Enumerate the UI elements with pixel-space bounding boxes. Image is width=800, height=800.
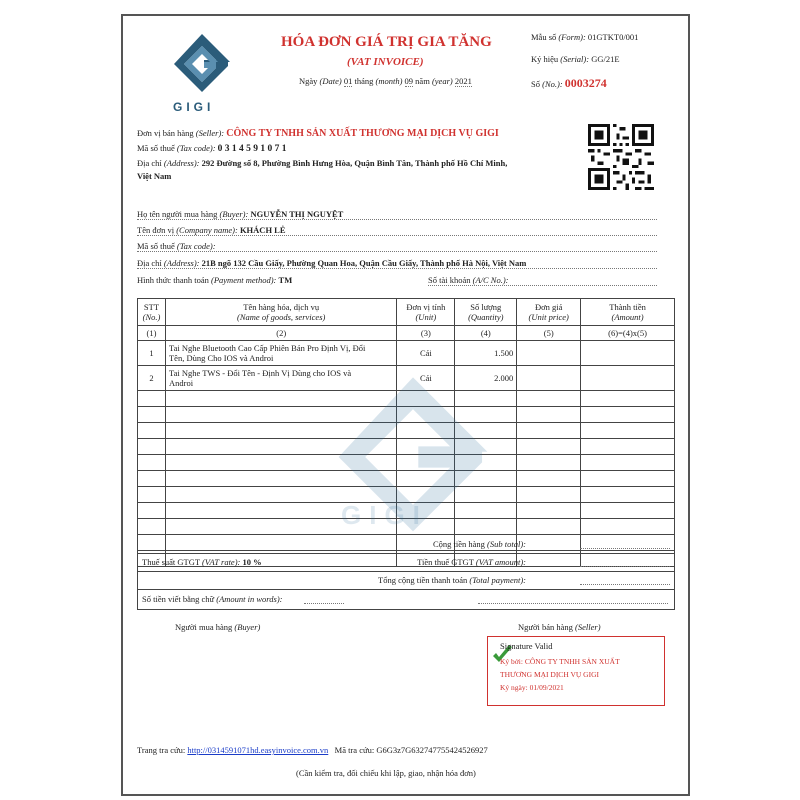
buyer-signature-label: Người mua hàng (Buyer) (175, 622, 261, 632)
sign-date: Ký ngày: 01/09/2021 (500, 683, 564, 692)
col-number: (4) (455, 326, 517, 341)
buyer-address: Địa chỉ (Address): 21B ngõ 132 Cầu Giấy, Phường Quan Hoa, Quận Cầu Giấy, Thành phố Hà Nội, Việt Nam (137, 258, 657, 269)
subtotal-row: Cộng tiền hàng (Sub total): (137, 536, 675, 554)
signed-by: Ký bởi: CÔNG TY TNHH SẢN XUẤT (500, 657, 620, 666)
gigi-logo-icon (170, 32, 234, 96)
row-no: 2 (138, 366, 166, 391)
buyer-name: Họ tên người mua hàng (Buyer): NGUYỄN THỊ NGUYỆT (137, 209, 657, 220)
table-row (138, 341, 675, 366)
signed-by-line2: THƯƠNG MẠI DỊCH VỤ GIGI (500, 670, 600, 679)
lookup-info: Trang tra cứu: http://0314591071hd.easyinvoice.com.vn Mã tra cứu: G6G3z7G632747755424526927 (137, 745, 488, 755)
seller-signature-label: Người bán hàng (Seller) (518, 622, 601, 632)
row-name: Tai Nghe Bluetooth Cao Cấp Phiên Bản Pro Định Vị, Đổi Tên, Dùng Cho IOS và Androi (165, 341, 396, 366)
row-no: 1 (138, 341, 166, 366)
col-header-price: Đơn giá (Unit price) (517, 299, 581, 326)
seller-address: Địa chỉ (Address): 292 Đường số 8, Phường Bình Hưng Hòa, Quận Bình Tân, Thành phố Hồ Chí Minh, (137, 158, 508, 168)
watermark-text: GIGI (341, 500, 428, 530)
seller-address-line2: Việt Nam (137, 171, 172, 181)
row-unit: Cái (397, 341, 455, 366)
col-header-no: STT (No.) (138, 299, 166, 326)
col-header-qty: Số lượng (Quantity) (455, 299, 517, 326)
vat-row: Thuế suất GTGT (VAT rate): 10 % Tiền thuế GTGT (VAT amount): (137, 554, 675, 572)
form-number: Mẫu số (Form): 01GTKT0/001 (531, 32, 639, 42)
invoice-title: HÓA ĐƠN GIÁ TRỊ GIA TĂNG (281, 34, 492, 50)
logo-text: GIGI (173, 100, 215, 114)
row-qty: 2.000 (455, 366, 517, 391)
row-amount (581, 366, 675, 391)
amount-in-words-row: Số tiền viết bằng chữ (Amount in words): (137, 590, 675, 610)
row-name: Tai Nghe TWS - Đổi Tên - Định Vị Dùng cho IOS và Androi (165, 366, 396, 391)
row-unit: Cái (397, 366, 455, 391)
row-qty: 1.500 (455, 341, 517, 366)
qr-code-icon (588, 124, 654, 190)
buyer-tax-code: Mã số thuế (Tax code): (137, 241, 657, 252)
signature-valid-text: Signature Valid (500, 641, 553, 651)
invoice-subtitle: (VAT INVOICE) (347, 56, 424, 68)
row-price (517, 366, 581, 391)
table-header-row (138, 299, 675, 326)
invoice-date: Ngày (Date) 01 tháng (month) 09 năm (year) 2021 (299, 76, 472, 86)
payment-method: Hình thức thanh toán (Payment method): TM (137, 275, 293, 285)
footer-note: (Cần kiểm tra, đối chiếu khi lập, giao, nhận hóa đơn) (296, 768, 476, 778)
col-header-unit: Đơn vị tính (Unit) (397, 299, 455, 326)
total-row: Tổng cộng tiền thanh toán (Total payment): (137, 572, 675, 590)
row-price (517, 341, 581, 366)
lookup-link[interactable]: http://0314591071hd.easyinvoice.com.vn (187, 745, 329, 755)
col-number: (3) (397, 326, 455, 341)
buyer-company: Tên đơn vị (Company name): KHÁCH LẺ (137, 225, 657, 236)
seller-name: Đơn vị bán hàng (Seller): CÔNG TY TNHH SẢN XUẤT THƯƠNG MẠI DỊCH VỤ GIGI (137, 128, 499, 139)
digital-signature-box (487, 636, 665, 706)
col-number: (5) (517, 326, 581, 341)
col-header-name: Tên hàng hóa, dịch vụ (Name of goods, services) (165, 299, 396, 326)
serial-number: Ký hiệu (Serial): GG/21E (531, 54, 620, 64)
row-amount (581, 341, 675, 366)
col-header-amount: Thành tiền (Amount) (581, 299, 675, 326)
col-number: (1) (138, 326, 166, 341)
invoice-number: Số (No.): 0003274 (531, 76, 607, 90)
invoice-page (121, 14, 690, 796)
col-number: (2) (165, 326, 396, 341)
col-number: (6)=(4)x(5) (581, 326, 675, 341)
account-number: Số tài khoản (A/C No.): (428, 275, 657, 286)
column-number-row (138, 326, 675, 341)
seller-tax-code: Mã số thuế (Tax code): 0 3 1 4 5 9 1 0 7 1 (137, 143, 287, 154)
